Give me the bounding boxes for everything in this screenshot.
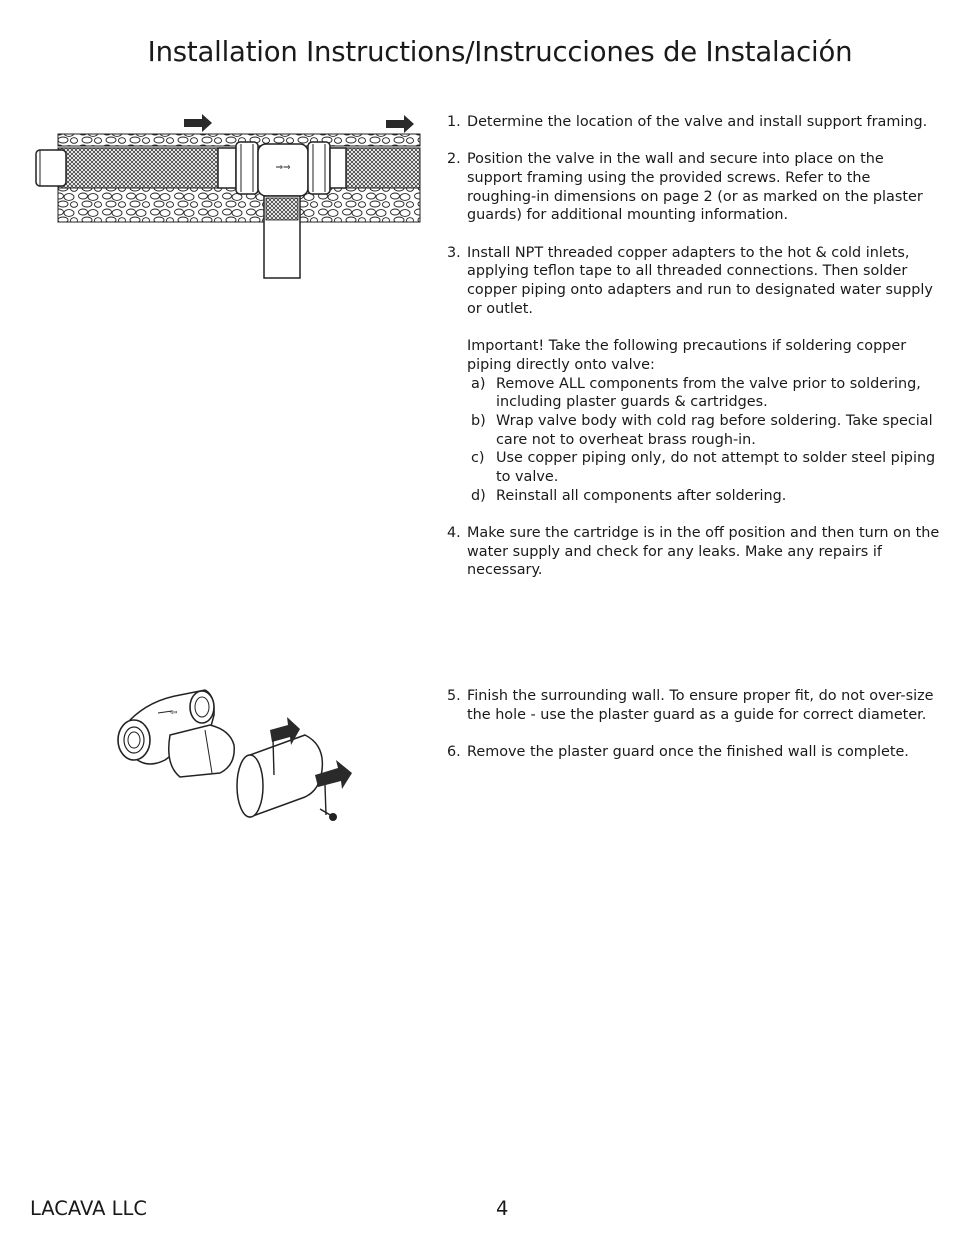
company-name: LACAVA LLC	[30, 1197, 147, 1220]
svg-text:⇒⇒: ⇒⇒	[275, 163, 291, 173]
instructions-steps-1-4	[447, 113, 942, 599]
step-5: 5. Finish the surrounding wall. To ensure proper fit, do not over-size the hole - use the plaster guard as a guide for correct diameter.	[447, 688, 934, 723]
step-3: 3. Install NPT threaded copper adapters to the hot & cold inlets, applying teflon tape to all threaded connections. Then solder copper piping onto adapters and run to designated water supply or outlet. Important! Take the following precautions if soldering copper piping directly onto valve: a) Remove ALL components from the valve prior to soldering, including plaster guards & cartridges. b) Wrap valve body with cold rag before soldering. Take special care not to overheat brass rough-in. c) Use copper piping only, do not attempt to solder steel piping to valve. d) Reinstall all components after soldering.	[447, 244, 942, 506]
precaution-a: a) Remove ALL components from the valve prior to soldering, including plaster guards & cartridges.	[471, 375, 921, 411]
precaution-b: b) Wrap valve body with cold rag before soldering. Take special care not to overheat brass rough-in.	[471, 412, 933, 448]
important-note: Important! Take the following precautions if soldering copper piping directly onto valve:	[467, 338, 907, 373]
wall-cross-section-illustration	[30, 112, 430, 284]
step-2: 2. Position the valve in the wall and secure into place on the support framing using the provided screws. Refer to the roughing-in dimensions on page 2 (or as marked on the plaster guards) for additional mounting information.	[447, 151, 923, 224]
precaution-d: d) Reinstall all components after soldering.	[471, 487, 787, 504]
precaution-c: c) Use copper piping only, do not attempt to solder steel piping to valve.	[471, 450, 936, 486]
page-title: Installation Instructions/Instrucciones de Instalación	[147, 36, 853, 68]
step-4: 4. Make sure the cartridge is in the off position and then turn on the water supply and check for any leaks. Make any repairs if necessary.	[447, 525, 940, 579]
instructions-steps-5-6	[447, 687, 942, 780]
svg-text:⇦: ⇦	[170, 708, 178, 718]
step-1: 1. Determine the location of the valve and install support framing.	[447, 114, 928, 130]
page-number: 4	[496, 1197, 509, 1220]
step-6: 6. Remove the plaster guard once the finished wall is complete.	[447, 744, 909, 760]
plaster-guard-removal-illustration	[110, 685, 370, 830]
